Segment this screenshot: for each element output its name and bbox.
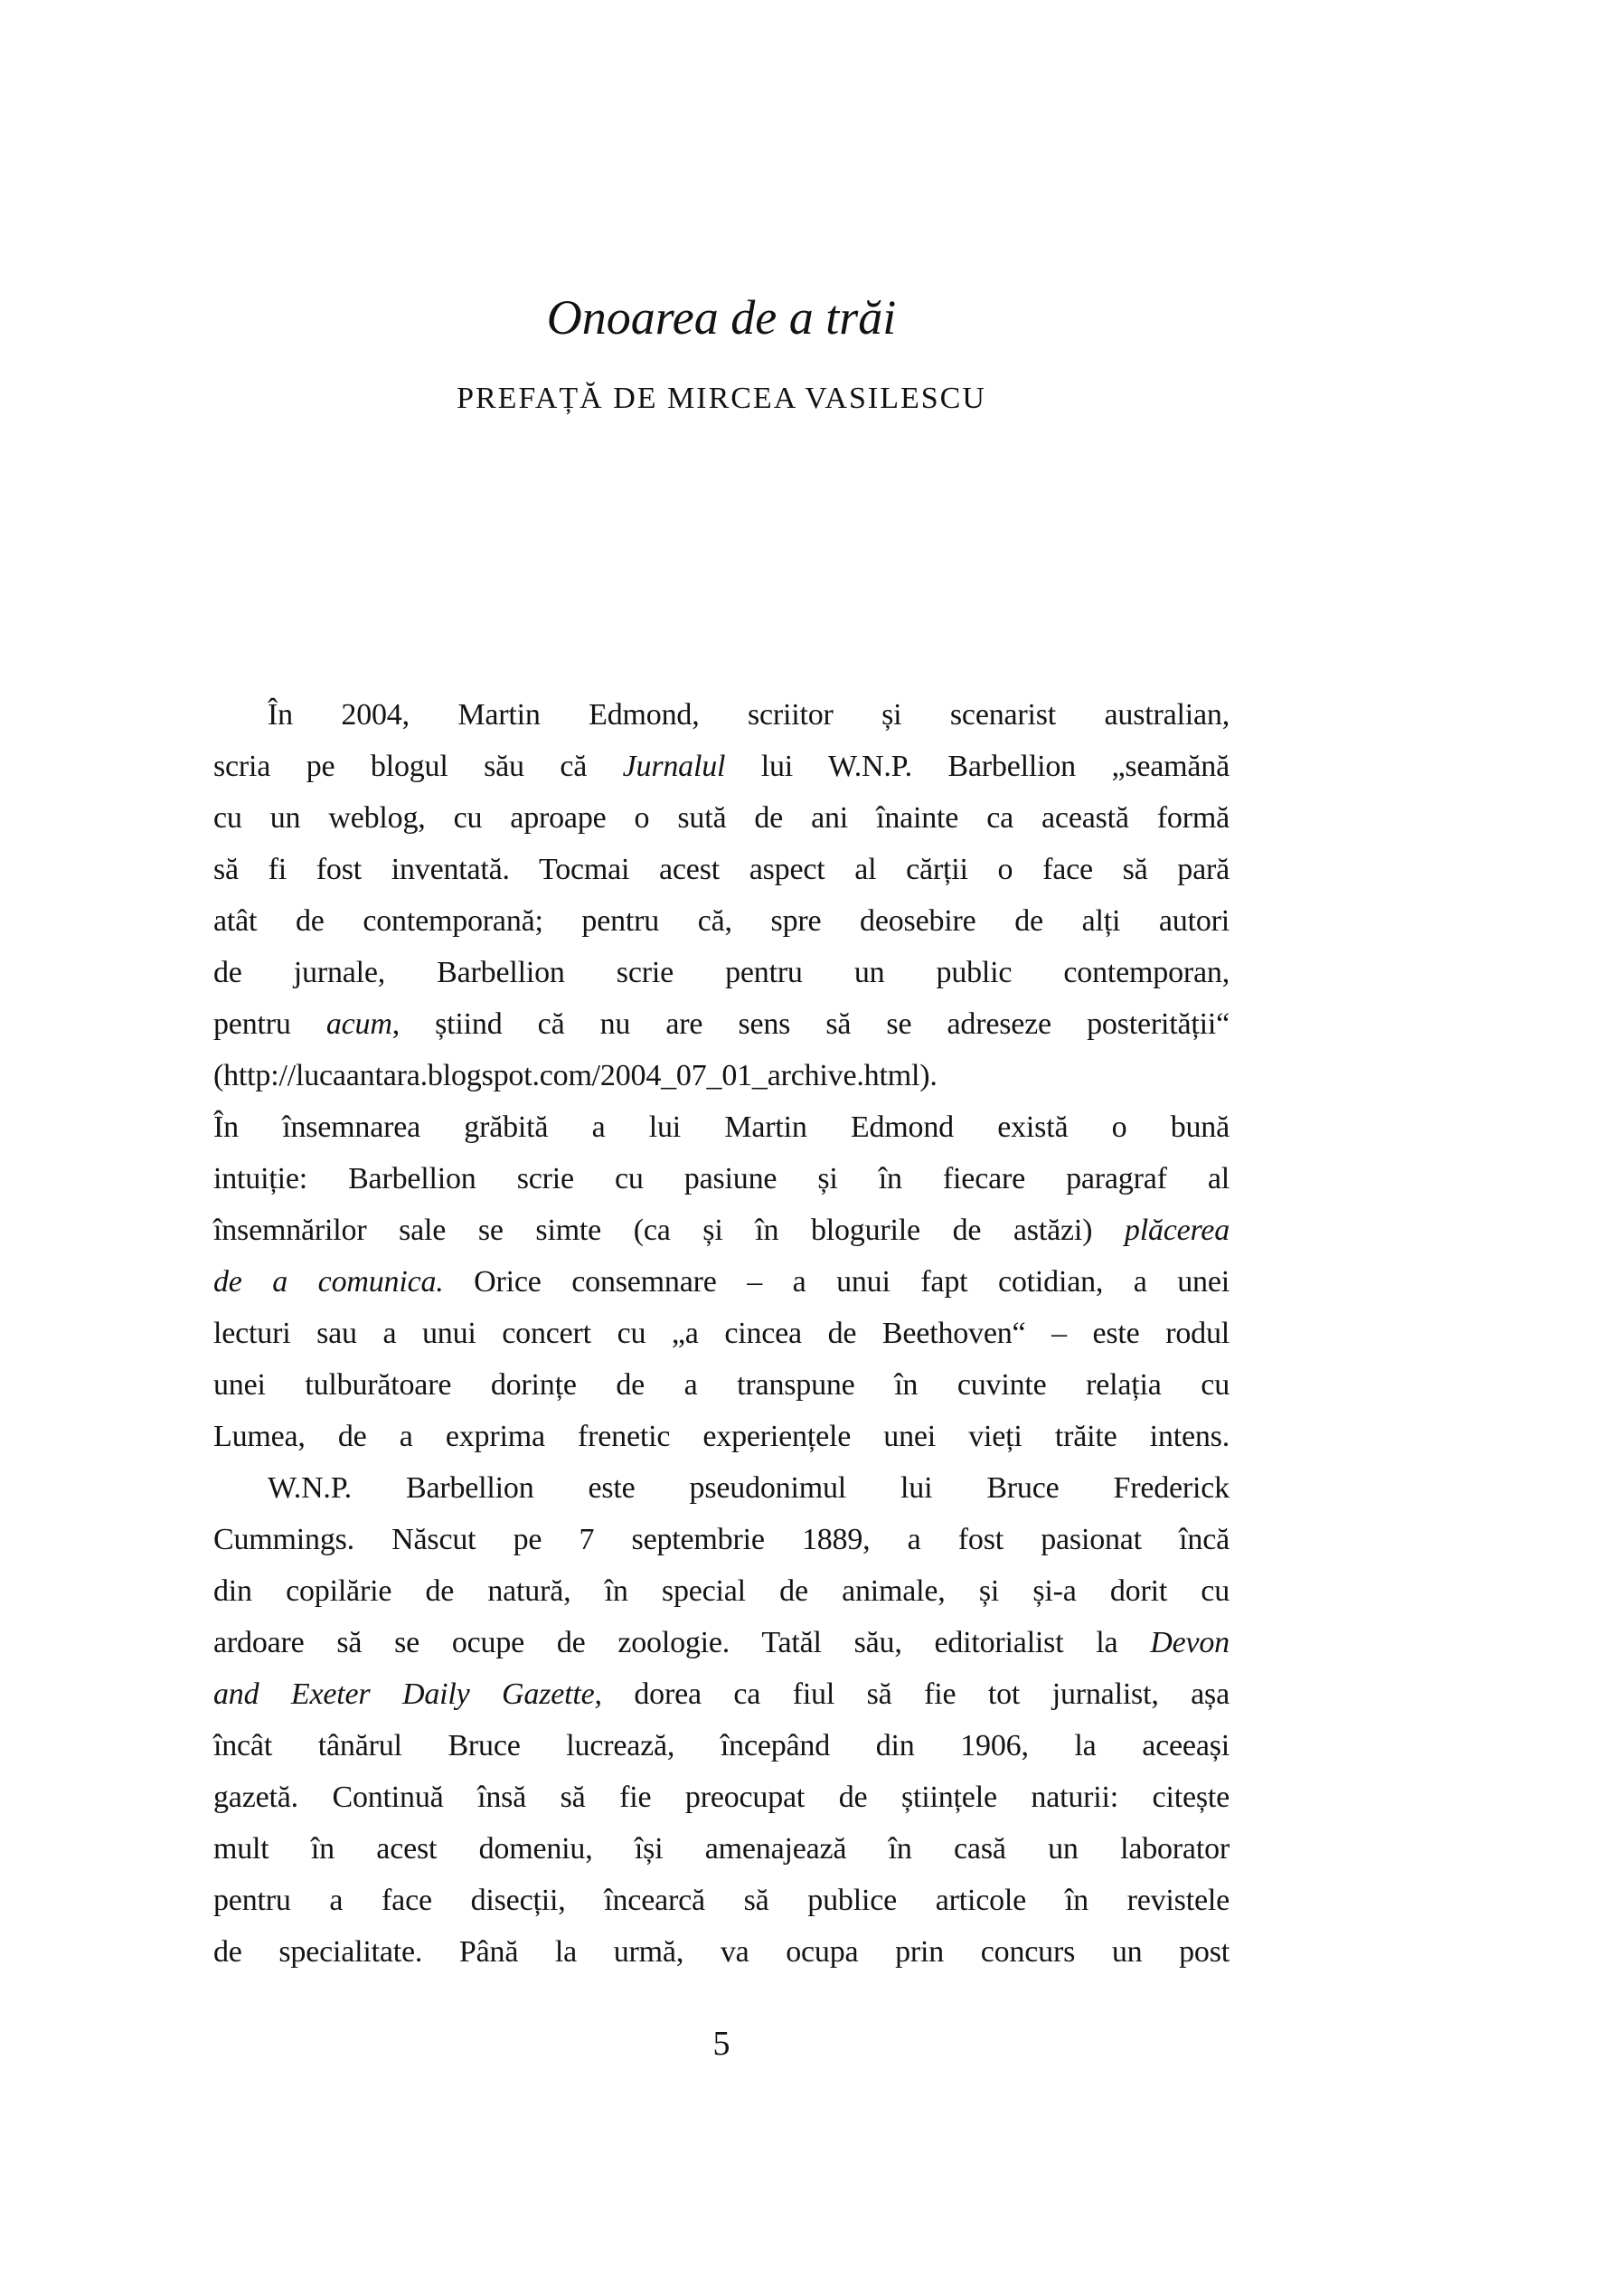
text-line	[213, 1926, 1230, 1978]
text-segment: lecturi sau a unui concert cu „a cincea de Beethoven“ – este rodul	[213, 1317, 1230, 1350]
text-segment: mult în acest domeniu, își amenajează în casă un laborator	[213, 1832, 1230, 1866]
text-segment: pentru a face disecții, încearcă să publice articole în revistele	[213, 1884, 1230, 1917]
italic-text-segment: de a comunica.	[213, 1265, 444, 1299]
text-segment: scria pe blogul său că	[213, 750, 623, 783]
italic-text-segment: Jurnalul	[622, 750, 726, 783]
italic-text-segment: Devon	[1150, 1626, 1230, 1659]
text-segment: de specialitate. Până la urmă, va ocupa prin concurs un post	[213, 1935, 1230, 1969]
text-line	[213, 1359, 1230, 1411]
text-segment: În 2004, Martin Edmond, scriitor și scenarist australian,	[268, 698, 1230, 732]
text-line	[213, 895, 1230, 947]
text-segment: Lumea, de a exprima frenetic experiențele unei vieți trăite intens.	[213, 1420, 1230, 1453]
text-line	[213, 1823, 1230, 1875]
page-number: 5	[712, 2025, 730, 2063]
text-line	[213, 1411, 1230, 1462]
text-line	[213, 1205, 1230, 1256]
text-segment: În însemnarea grăbită a lui Martin Edmond există o bună	[213, 1110, 1230, 1144]
text-line	[213, 1308, 1230, 1359]
text-segment: de jurnale, Barbellion scrie pentru un public contemporan,	[213, 956, 1230, 989]
text-segment: pentru	[213, 1007, 326, 1041]
text-segment: , știind că nu are sens să se adreseze posterității“	[391, 1007, 1230, 1041]
text-line	[213, 947, 1230, 998]
text-line	[213, 1050, 1230, 1101]
text-line	[213, 1256, 1230, 1308]
preface-author-line: PREFAȚĂ DE MIRCEA VASILESCU	[457, 382, 986, 415]
text-line	[213, 1668, 1230, 1720]
text-line	[213, 1720, 1230, 1772]
text-line	[213, 1462, 1230, 1514]
text-segment: gazetă. Continuă însă să fie preocupat de științele naturii: citește	[213, 1781, 1230, 1814]
text-line	[213, 844, 1230, 895]
text-line	[213, 792, 1230, 844]
text-segment: unei tulburătoare dorințe de a transpune în cuvinte relația cu	[213, 1368, 1230, 1402]
text-segment: atât de contemporană; pentru că, spre deosebire de alți autori	[213, 904, 1230, 938]
text-segment: W.N.P. Barbellion este pseudonimul lui Bruce Frederick	[268, 1471, 1230, 1505]
italic-text-segment: acum	[325, 1007, 392, 1041]
text-segment: din copilărie de natură, în special de animale, și și-a dorit cu	[213, 1574, 1230, 1608]
text-line	[213, 1617, 1230, 1668]
italic-text-segment: plăcerea	[1124, 1214, 1230, 1247]
text-line	[213, 1875, 1230, 1926]
text-segment: să fi fost inventată. Tocmai acest aspect al cărții o face să pară	[213, 853, 1230, 886]
text-segment: cu un weblog, cu aproape o sută de ani înainte ca această formă	[213, 801, 1230, 835]
text-segment: Cummings. Născut pe 7 septembrie 1889, a fost pasionat încă	[213, 1523, 1230, 1556]
text-segment: intuiție: Barbellion scrie cu pasiune și în fiecare paragraf al	[213, 1162, 1230, 1195]
text-line	[213, 1153, 1230, 1205]
text-line	[213, 1772, 1230, 1823]
text-segment: încât tânărul Bruce lucrează, începând din 1906, la aceeași	[213, 1729, 1230, 1762]
body-text	[213, 689, 1230, 1978]
text-line	[213, 689, 1230, 741]
italic-text-segment: and Exeter Daily Gazette,	[213, 1677, 602, 1711]
text-segment: (http://lucaantara.blogspot.com/2004_07_01_archive.html).	[213, 1059, 938, 1092]
text-line	[213, 1514, 1230, 1565]
text-segment: însemnărilor sale se simte (ca și în blogurile de astăzi)	[213, 1214, 1125, 1247]
chapter-title: Onoarea de a trăi	[546, 290, 897, 345]
text-line	[213, 1101, 1230, 1153]
text-segment: lui W.N.P. Barbellion „seamănă	[725, 750, 1230, 783]
text-segment: ardoare să se ocupe de zoologie. Tatăl său, editorialist la	[213, 1626, 1151, 1659]
text-segment: dorea ca fiul să fie tot jurnalist, așa	[601, 1677, 1230, 1711]
text-line	[213, 741, 1230, 792]
text-segment: Orice consemnare – a unui fapt cotidian, a unei	[443, 1265, 1230, 1299]
text-line	[213, 998, 1230, 1050]
text-line	[213, 1565, 1230, 1617]
